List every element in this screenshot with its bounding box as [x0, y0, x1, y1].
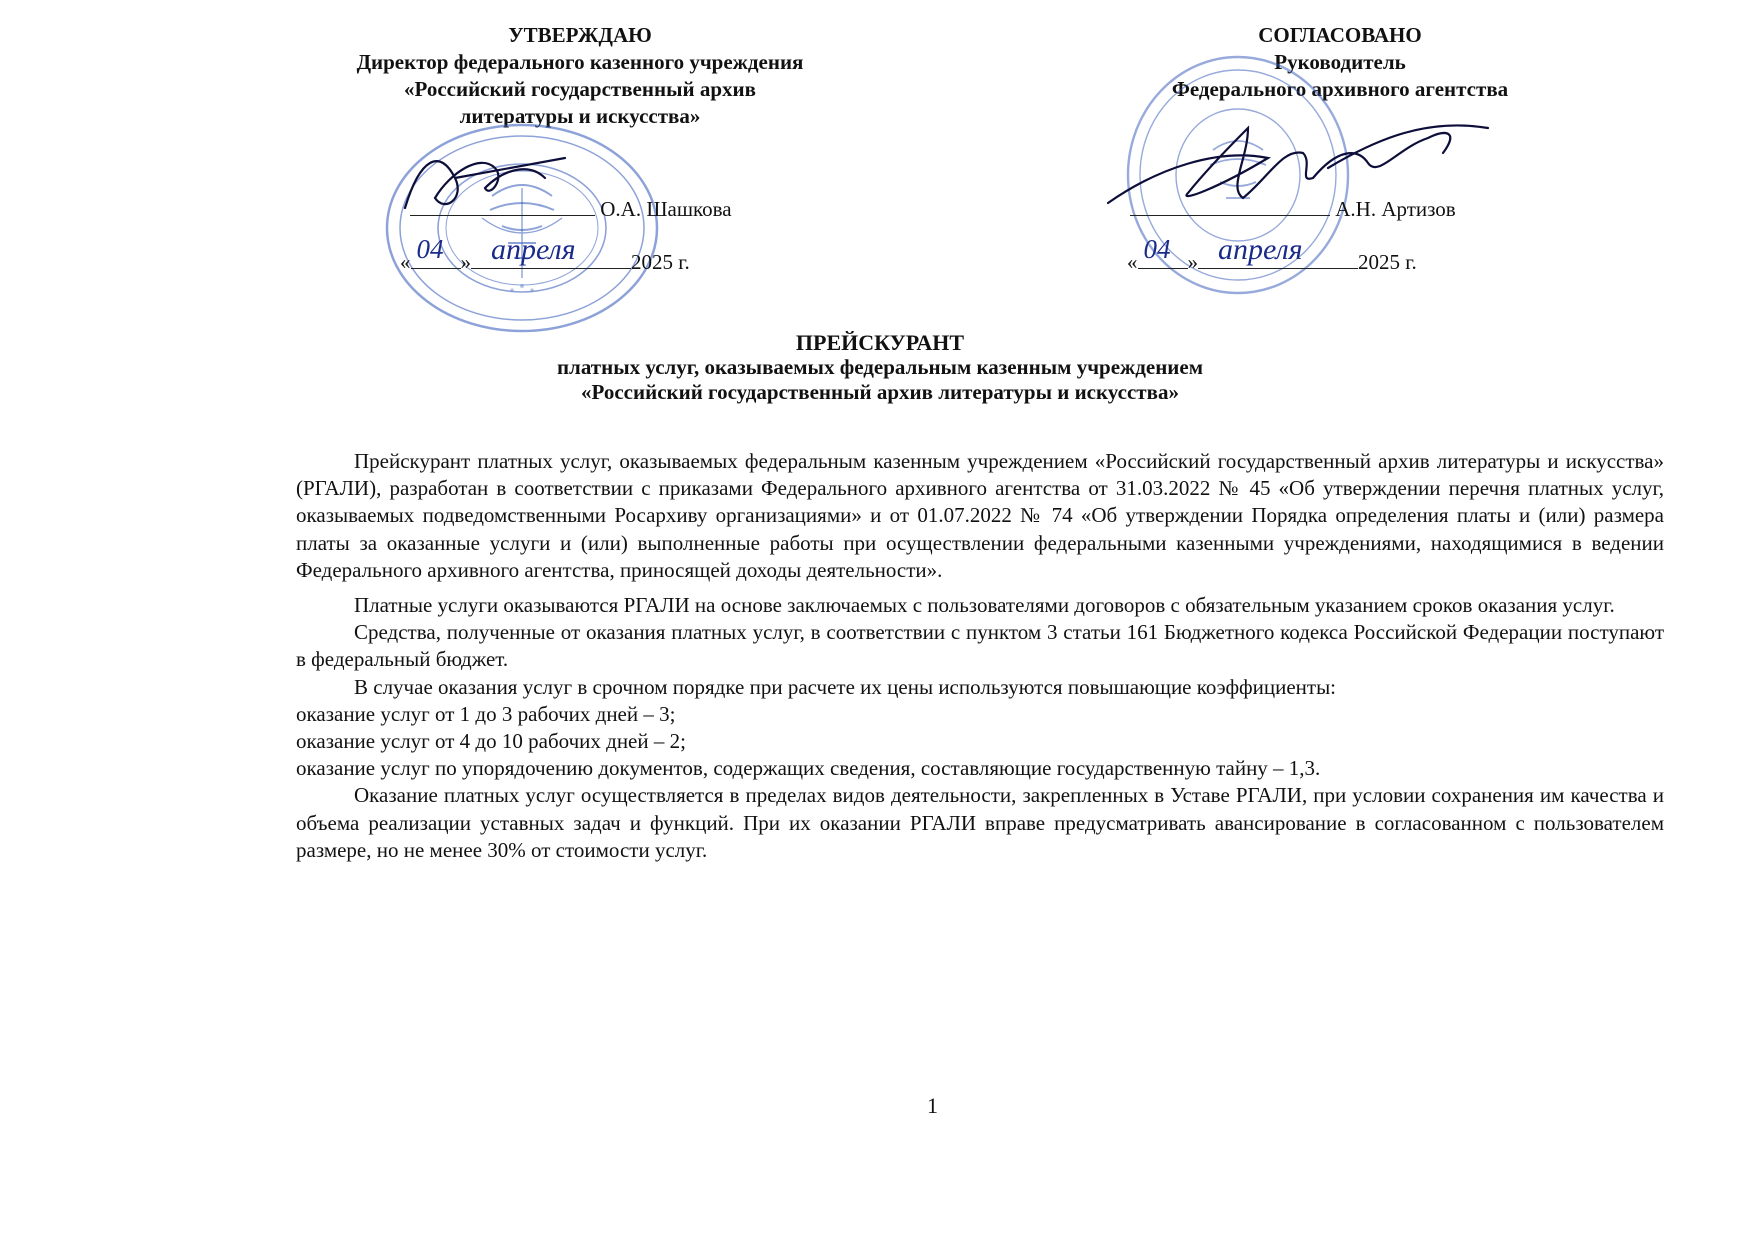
paragraph-1: Прейскурант платных услуг, оказываемых федеральным казенным учреждением «Российский государственный архив литературы и искусства» (РГАЛИ), разработан в соответствии с приказами Федерального архивного агентства от 31.03.2022 № 45 «Об утверждении перечня платных услуг, оказываемых подведомственными Росархиву организациями» и от 01.07.2022 № 74 «Об утверждении Порядка определения платы и (или) размера платы за оказанные услуги и (или) выполненные работы при осуществлении федеральными казенными учреждениями, находящимися в ведении Федерального архивного агентства, приносящей доходы деятельности». — [296, 449, 1664, 582]
date-day-underline-right — [1138, 234, 1188, 269]
signature-line-left — [410, 193, 732, 223]
approval-right-line2: Федерального архивного агентства — [1171, 77, 1509, 101]
official-seal-left — [372, 118, 672, 338]
date-month-handwritten-right: апреля — [1218, 233, 1303, 266]
paragraph-3: Средства, полученные от оказания платных услуг, в соответствии с пунктом 3 статьи 161 Бюджетного кодекса Российской Федерации поступают в федеральный бюджет. — [296, 620, 1664, 672]
date-month-underline-left — [471, 233, 631, 269]
page-number: 1 — [927, 1093, 938, 1118]
signer-left: О.А. Шашкова — [600, 197, 732, 221]
approval-right-line1: Руководитель — [1274, 50, 1406, 74]
approval-left-line2: «Российский государственный архив — [404, 77, 756, 101]
approval-left-line3: литературы и искусства» — [459, 104, 701, 128]
signer-right: А.Н. Артизов — [1335, 197, 1456, 221]
date-year-right: 2025 г. — [1358, 250, 1417, 274]
title-sub2: «Российский государственный архив литературы и искусства» — [581, 380, 1179, 404]
document-title — [380, 330, 1380, 405]
date-day-handwritten-right: 04 — [1143, 234, 1171, 264]
date-month-handwritten-left: апреля — [491, 233, 576, 266]
coefficient-item-1: оказание услуг от 1 до 3 рабочих дней – 3; — [296, 701, 676, 726]
approval-right-heading: СОГЛАСОВАНО — [1258, 23, 1422, 47]
date-line-left — [400, 233, 690, 276]
date-line-right — [1127, 233, 1417, 276]
title-main: ПРЕЙСКУРАНТ — [795, 330, 965, 355]
approval-left-heading: УТВЕРЖДАЮ — [508, 23, 652, 47]
document-body — [296, 448, 1664, 864]
coefficient-item-3: оказание услуг по упорядочению документов, содержащих сведения, составляющие государственную тайну – 1,3. — [296, 756, 1321, 781]
paragraph-4: В случае оказания услуг в срочном порядке при расчете их цены используются повышающие коэффициенты: — [354, 674, 1337, 699]
date-open-quote-left: « — [400, 250, 411, 274]
date-close-quote-right: » — [1187, 250, 1198, 274]
paragraph-2: Платные услуги оказываются РГАЛИ на основе заключаемых с пользователями договоров с обязательным указанием сроков оказания услуг. — [354, 593, 1615, 618]
date-close-quote-left: » — [460, 250, 471, 274]
date-month-underline-right — [1198, 233, 1358, 269]
coefficient-item-2: оказание услуг от 4 до 10 рабочих дней – 2; — [296, 729, 686, 754]
date-day-underline-left — [411, 234, 461, 269]
approval-block-right — [1080, 22, 1600, 103]
approval-block-left — [300, 22, 860, 130]
title-sub1: платных услуг, оказываемых федеральным казенным учреждением — [556, 355, 1204, 379]
paragraph-5: Оказание платных услуг осуществляется в пределах видов деятельности, закрепленных в Уставе РГАЛИ, при условии сохранения им качества и объема реализации уставных задач и функций. При их оказании РГАЛИ вправе предусматривать авансирование в согласованном с пользователем размере, но не менее 30% от стоимости услуг. — [296, 783, 1664, 862]
signature-line-right — [1130, 193, 1456, 223]
signature-underline-left — [410, 193, 595, 216]
signature-underline-right — [1130, 193, 1330, 216]
date-open-quote-right: « — [1127, 250, 1138, 274]
date-year-left: 2025 г. — [631, 250, 690, 274]
approval-left-line1: Директор федерального казенного учреждения — [356, 50, 804, 74]
date-day-handwritten-left: 04 — [416, 234, 444, 264]
